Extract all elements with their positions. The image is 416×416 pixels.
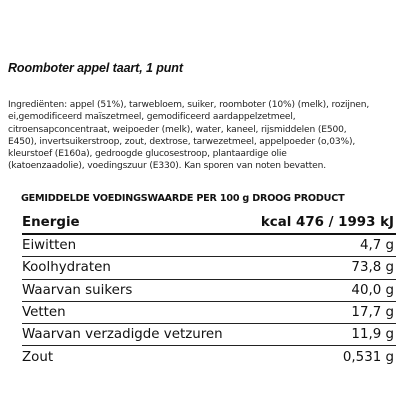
nutrient-name: Waarvan suikers (22, 282, 133, 298)
nutrition-row (22, 257, 396, 279)
ingredients-line: Ingrediënten: appel (51%), tarwebloem, suiker, roomboter (10%) (melk), rozijnen, (8, 100, 370, 110)
nutrient-value: 73,8 g (351, 260, 394, 276)
ingredients-text (8, 99, 410, 173)
nutrition-table (22, 212, 396, 369)
ingredients-line: kleurstoef (E160a), gedroogde glucosestroop, plantaardige olie (8, 149, 287, 160)
product-title: Roomboter appel taart, 1 punt (8, 61, 183, 75)
nutrient-name: Waarvan verzadigde vetzuren (22, 327, 223, 343)
nutrient-value: 0,531 g (342, 350, 394, 366)
ingredients-line: (katoenzaadolie), voedingszuur (E330). Kan sporen van noten bevatten. (8, 161, 326, 172)
ingredients-line: citroensapconcentraat, weipoeder (melk), water, kaneel, rijsmiddelen (E500, (8, 124, 347, 135)
nutrition-row (22, 235, 396, 257)
nutrient-value: kcal 476 / 1993 kJ (260, 215, 394, 230)
nutrient-name: Vetten (22, 305, 66, 321)
nutrient-name: Zout (22, 350, 54, 366)
nutrition-row (22, 324, 396, 346)
nutrition-heading: GEMIDDELDE VOEDINGSWAARDE PER 100 g DROOG PRODUCT (21, 193, 345, 204)
nutrition-row (22, 280, 396, 302)
nutrient-value: 17,7 g (351, 305, 394, 321)
nutrient-name: Energie (22, 215, 80, 230)
ingredients-line: ei,gemodificeerd maïszetmeel, gemodificeerd aardappelzetmeel, (8, 112, 296, 123)
nutrient-name: Koolhydraten (22, 260, 111, 276)
nutrition-header-row (22, 212, 396, 235)
nutrition-row (22, 302, 396, 324)
ingredients-line: E450), invertsuikerstroop, zout, dextrose, tarwezetmeel, appelpoeder (o,03%), (8, 136, 356, 147)
nutrient-value: 4,7 g (359, 238, 394, 254)
nutrient-value: 40,0 g (351, 282, 394, 298)
nutrient-value: 11,9 g (351, 327, 394, 343)
nutrition-row (22, 346, 396, 368)
nutrient-name: Eiwitten (22, 238, 77, 254)
